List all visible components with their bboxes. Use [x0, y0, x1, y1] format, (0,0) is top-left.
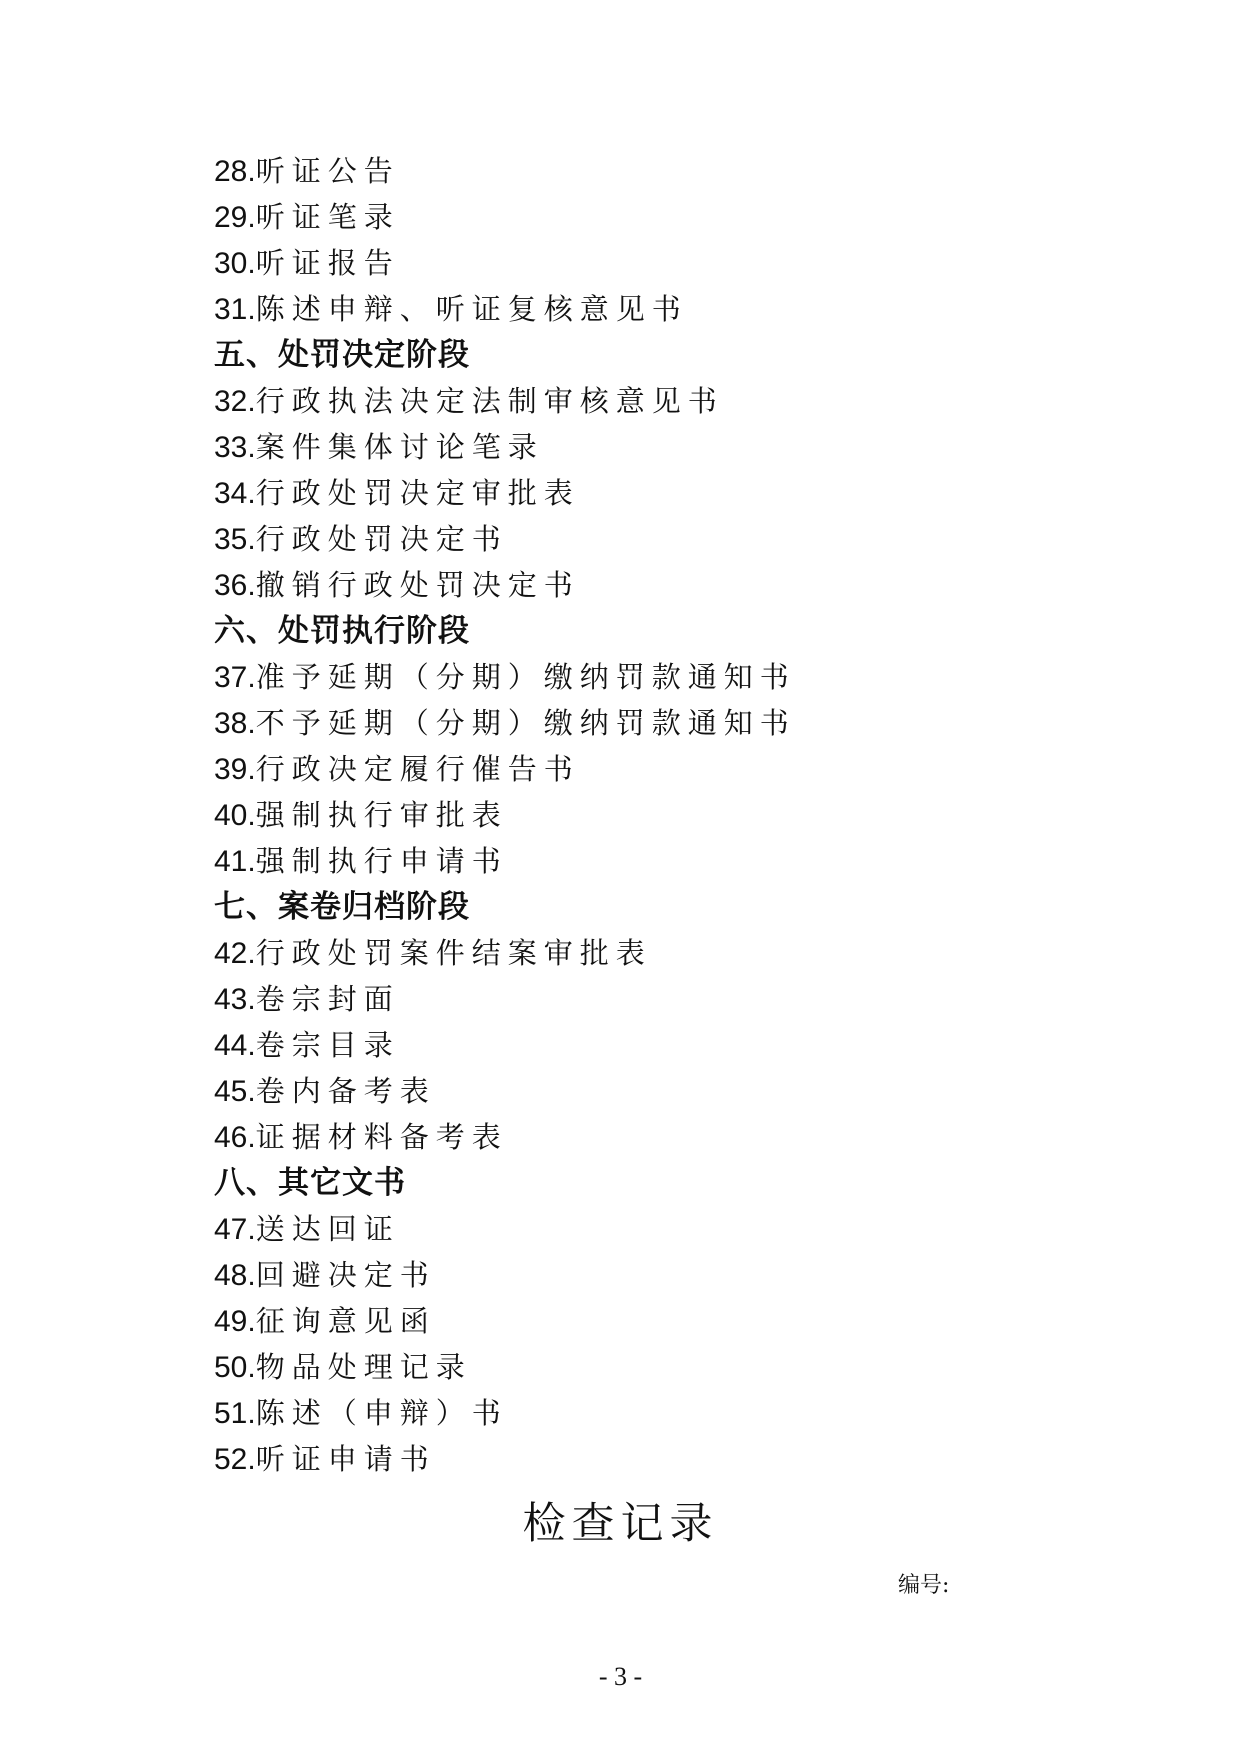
- list-item: 30.听证报告: [214, 246, 400, 280]
- list-item: 29.听证笔录: [214, 200, 400, 234]
- list-item: 28.听证公告: [214, 154, 400, 188]
- page-number: - 3 -: [598, 1662, 643, 1691]
- list-item: 50.物品处理记录: [214, 1350, 472, 1384]
- list-item: 45.卷内备考表: [214, 1074, 436, 1108]
- list-item: 42.行政处罚案件结案审批表: [214, 936, 652, 970]
- list-item: 44.卷宗目录: [214, 1028, 400, 1062]
- list-item: 31.陈述申辩、听证复核意见书: [214, 292, 688, 326]
- list-item: 49.征询意见函: [214, 1304, 436, 1338]
- section-heading: 五、处罚决定阶段: [214, 337, 470, 373]
- list-item: 43.卷宗封面: [214, 982, 400, 1016]
- list-item: 36.撤销行政处罚决定书: [214, 568, 580, 602]
- list-item: 35.行政处罚决定书: [214, 522, 508, 556]
- section-heading: 六、处罚执行阶段: [214, 613, 470, 649]
- list-item: 41.强制执行申请书: [214, 844, 508, 878]
- section-heading: 八、其它文书: [214, 1165, 406, 1201]
- list-item: 37.准予延期（分期）缴纳罚款通知书: [214, 660, 796, 694]
- list-item: 52.听证申请书: [214, 1442, 436, 1476]
- serial-number-label: 编号:: [898, 1573, 950, 1598]
- document-list: [214, 148, 1114, 1482]
- form-title: 检查记录: [522, 1499, 719, 1549]
- section-heading: 七、案卷归档阶段: [214, 889, 470, 925]
- list-item: 46.证据材料备考表: [214, 1120, 508, 1154]
- list-item: 32.行政执法决定法制审核意见书: [214, 384, 724, 418]
- list-item: 34.行政处罚决定审批表: [214, 476, 580, 510]
- list-item: 40.强制执行审批表: [214, 798, 508, 832]
- list-item: 48.回避决定书: [214, 1258, 436, 1292]
- list-item: 39.行政决定履行催告书: [214, 752, 580, 786]
- list-item: 38.不予延期（分期）缴纳罚款通知书: [214, 706, 796, 740]
- list-item: 51.陈述（申辩）书: [214, 1396, 508, 1430]
- list-item: 47.送达回证: [214, 1212, 400, 1246]
- list-item: 33.案件集体讨论笔录: [214, 430, 544, 464]
